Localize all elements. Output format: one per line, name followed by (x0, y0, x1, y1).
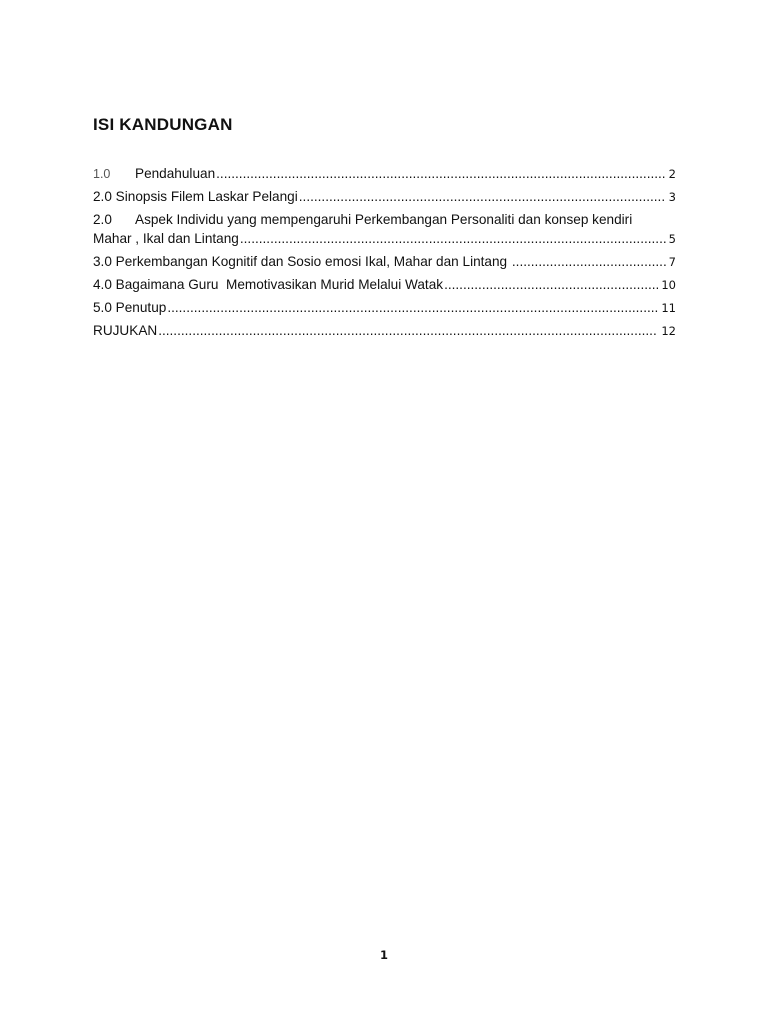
toc-entry-page: 3 (668, 190, 676, 204)
toc-entry-penutup (93, 298, 676, 318)
toc-entry-page: 5 (668, 232, 676, 246)
toc-entry-page: 7 (668, 255, 676, 269)
toc-entry-rujukan (93, 321, 676, 341)
dot-leader (216, 164, 666, 183)
toc-entry-label-line2: Mahar , Ikal dan Lintang (93, 231, 239, 246)
toc-entry-number: 2.0 (93, 212, 112, 227)
toc-entry-sinopsis (93, 187, 676, 207)
dot-leader (512, 252, 666, 271)
page-number: 1 (379, 948, 388, 962)
toc-entry-label: 3.0 Perkembangan Kognitif dan Sosio emosi Ikal, Mahar dan Lintang (93, 254, 511, 269)
dot-leader (167, 298, 658, 317)
toc-entry-page: 2 (668, 167, 676, 181)
toc-entry-aspek-individu (93, 210, 676, 249)
table-of-contents (93, 164, 676, 344)
toc-entry-number: 1.0 (93, 167, 111, 181)
toc-title: ISI KANDUNGAN (93, 115, 233, 134)
toc-entry-label: 2.0 Sinopsis Filem Laskar Pelangi (93, 189, 298, 204)
dot-leader (158, 321, 658, 340)
toc-entry-page: 11 (661, 301, 676, 315)
toc-entry-page: 10 (661, 278, 676, 292)
toc-entry-bagaimana-guru (93, 275, 676, 295)
dot-leader (299, 187, 666, 206)
toc-entry-label-line1: Aspek Individu yang mempengaruhi Perkembangan Personaliti dan konsep kendiri (135, 212, 633, 227)
toc-entry-pendahuluan (93, 164, 676, 184)
dot-leader (240, 229, 666, 248)
toc-entry-page: 12 (661, 324, 676, 338)
toc-entry-perkembangan-kognitif (93, 252, 676, 272)
toc-entry-label: 5.0 Penutup (93, 300, 167, 315)
toc-entry-label: RUJUKAN (93, 323, 158, 338)
toc-entry-label: Pendahuluan (135, 166, 216, 181)
toc-entry-label: 4.0 Bagaimana Guru Memotivasikan Murid Melalui Watak (93, 277, 444, 292)
dot-leader (444, 275, 658, 294)
